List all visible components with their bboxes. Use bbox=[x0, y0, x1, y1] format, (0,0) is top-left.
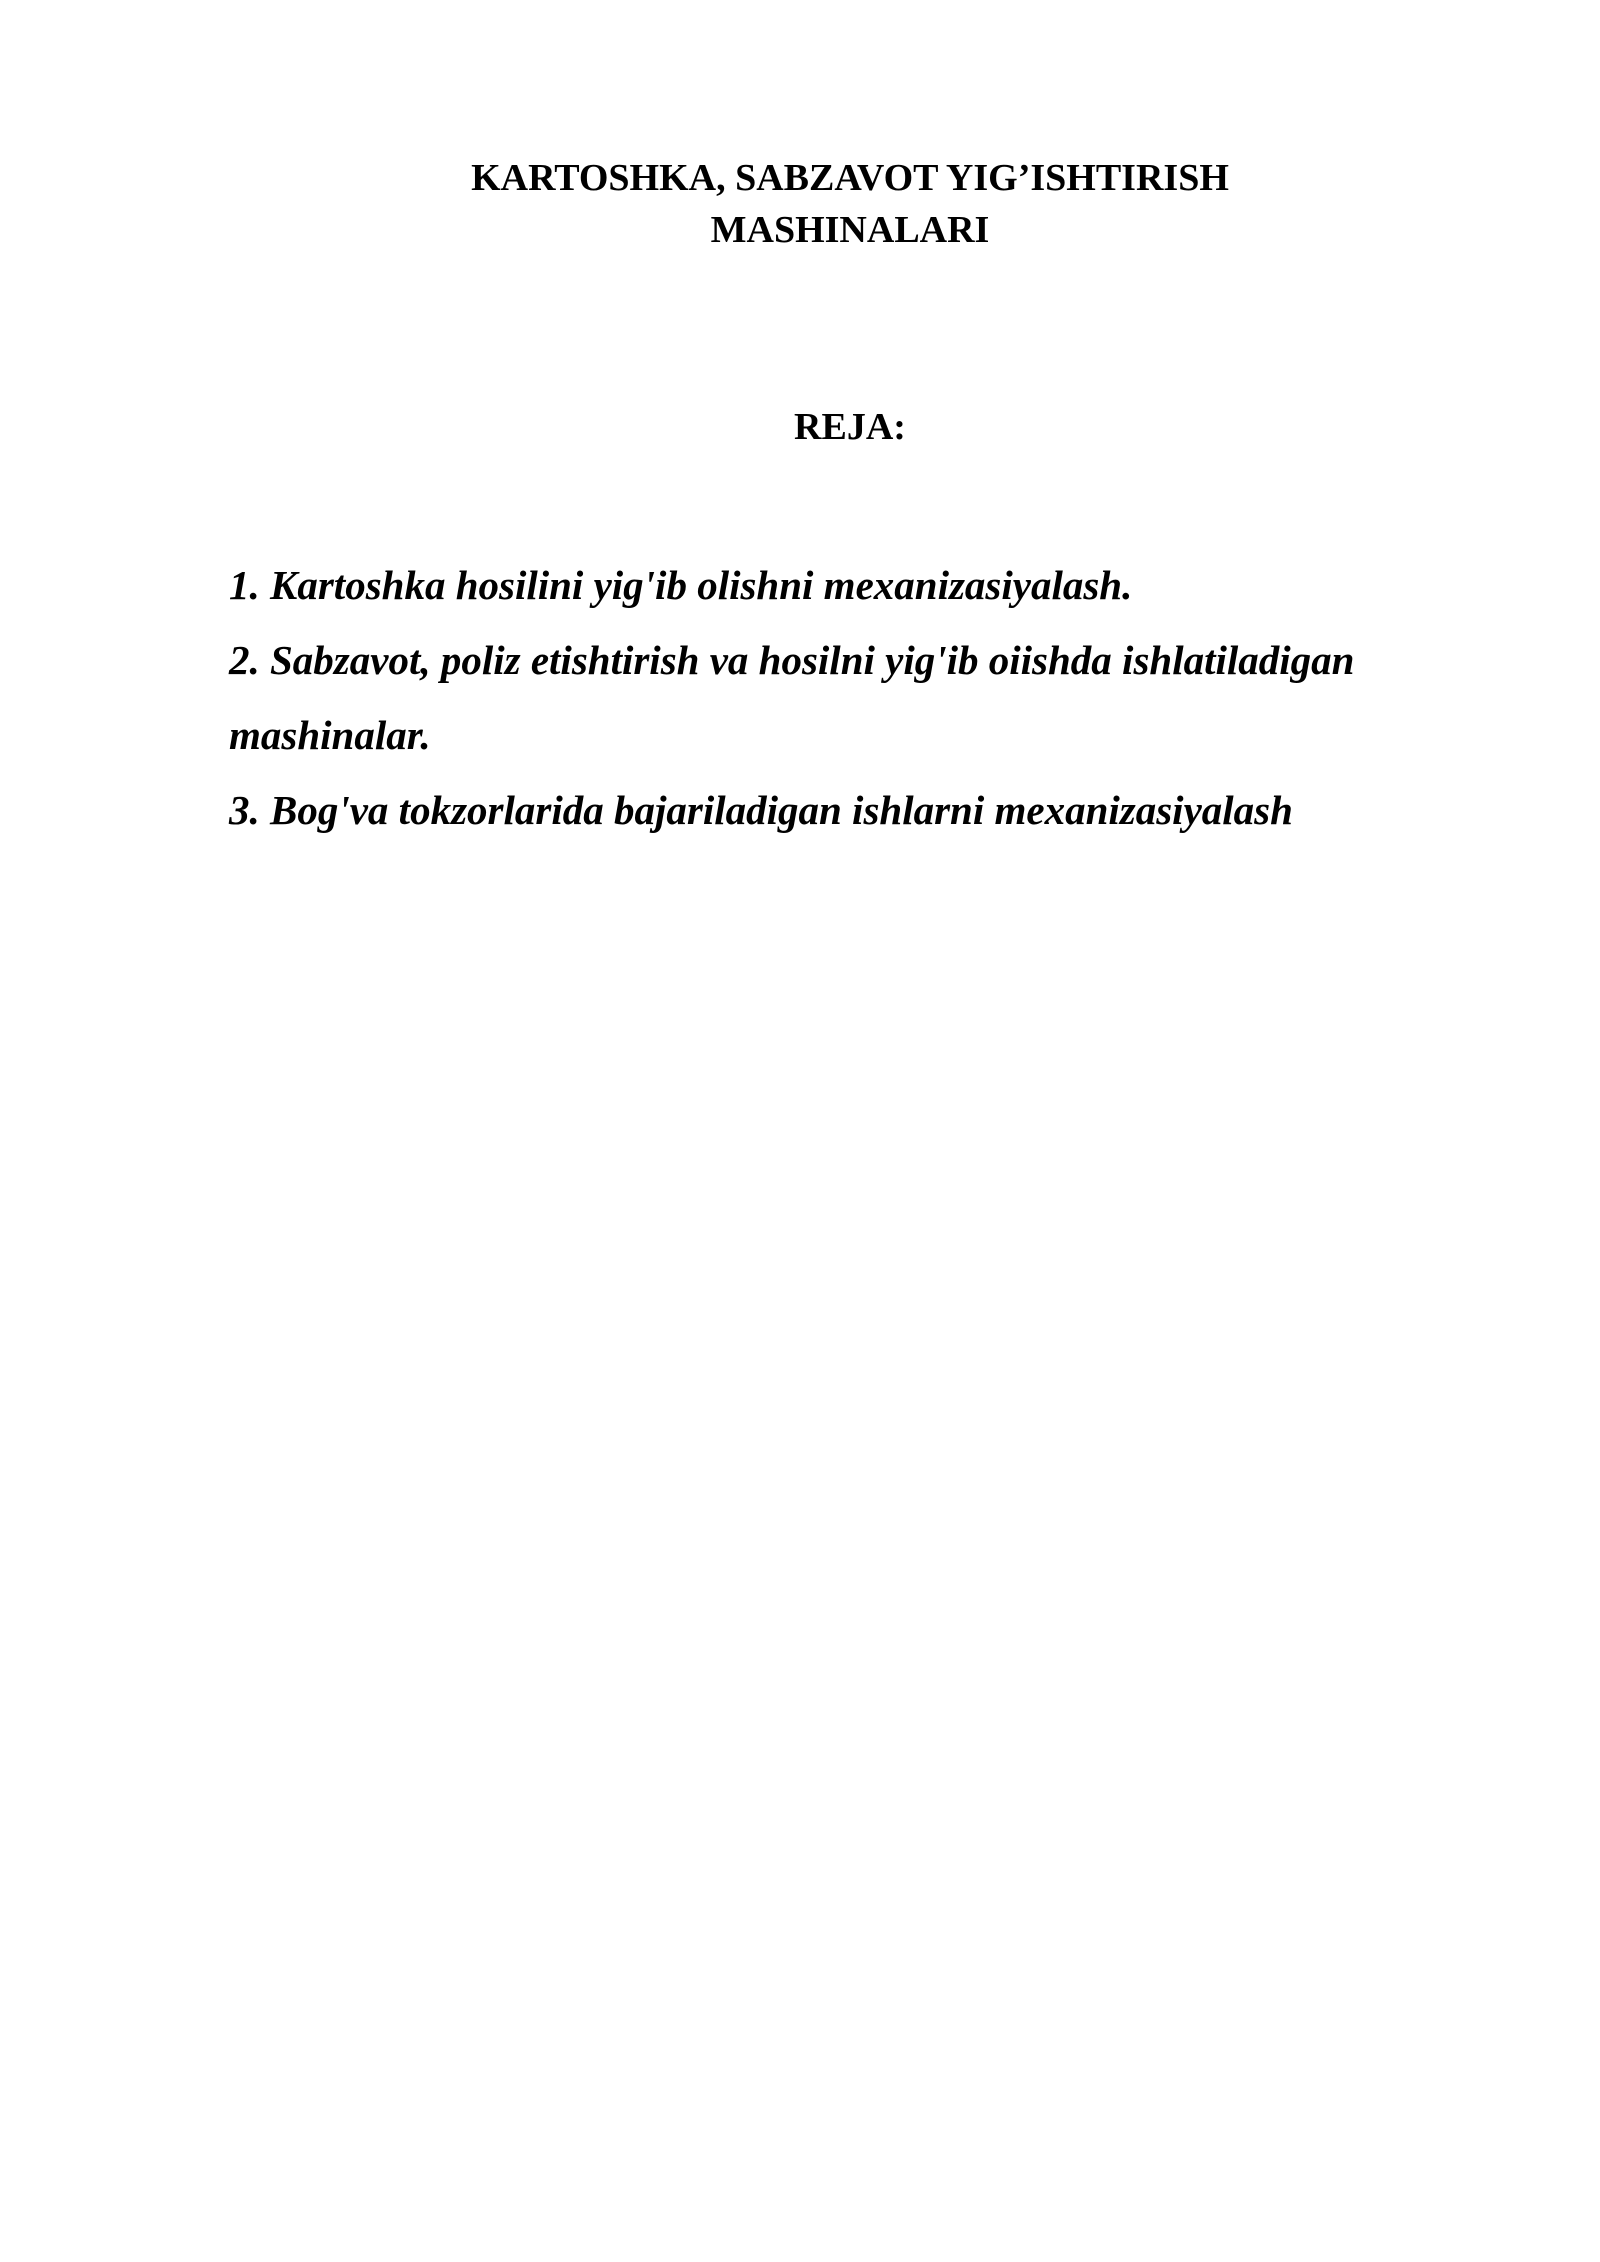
document-title-line-1: KARTOSHKA, SABZAVOT YIG’ISHTIRISH bbox=[471, 157, 1229, 199]
plan-item-2-continuation: mashinalar. bbox=[229, 712, 431, 758]
plan-item-3: 3. Bog'va tokzorlarida bajariladigan ishlarni mexanizasiyalash bbox=[229, 787, 1293, 833]
document-title-line-2: MASHINALARI bbox=[710, 209, 990, 251]
plan-heading: REJA: bbox=[794, 406, 906, 448]
plan-list bbox=[229, 548, 1429, 848]
plan-item-1: 1. Kartoshka hosilini yig'ib olishni mexanizasiyalash. bbox=[229, 562, 1133, 608]
plan-item-2: 2. Sabzavot, poliz etishtirish va hosilni yig'ib oiishda ishlatiladigan bbox=[229, 637, 1355, 683]
